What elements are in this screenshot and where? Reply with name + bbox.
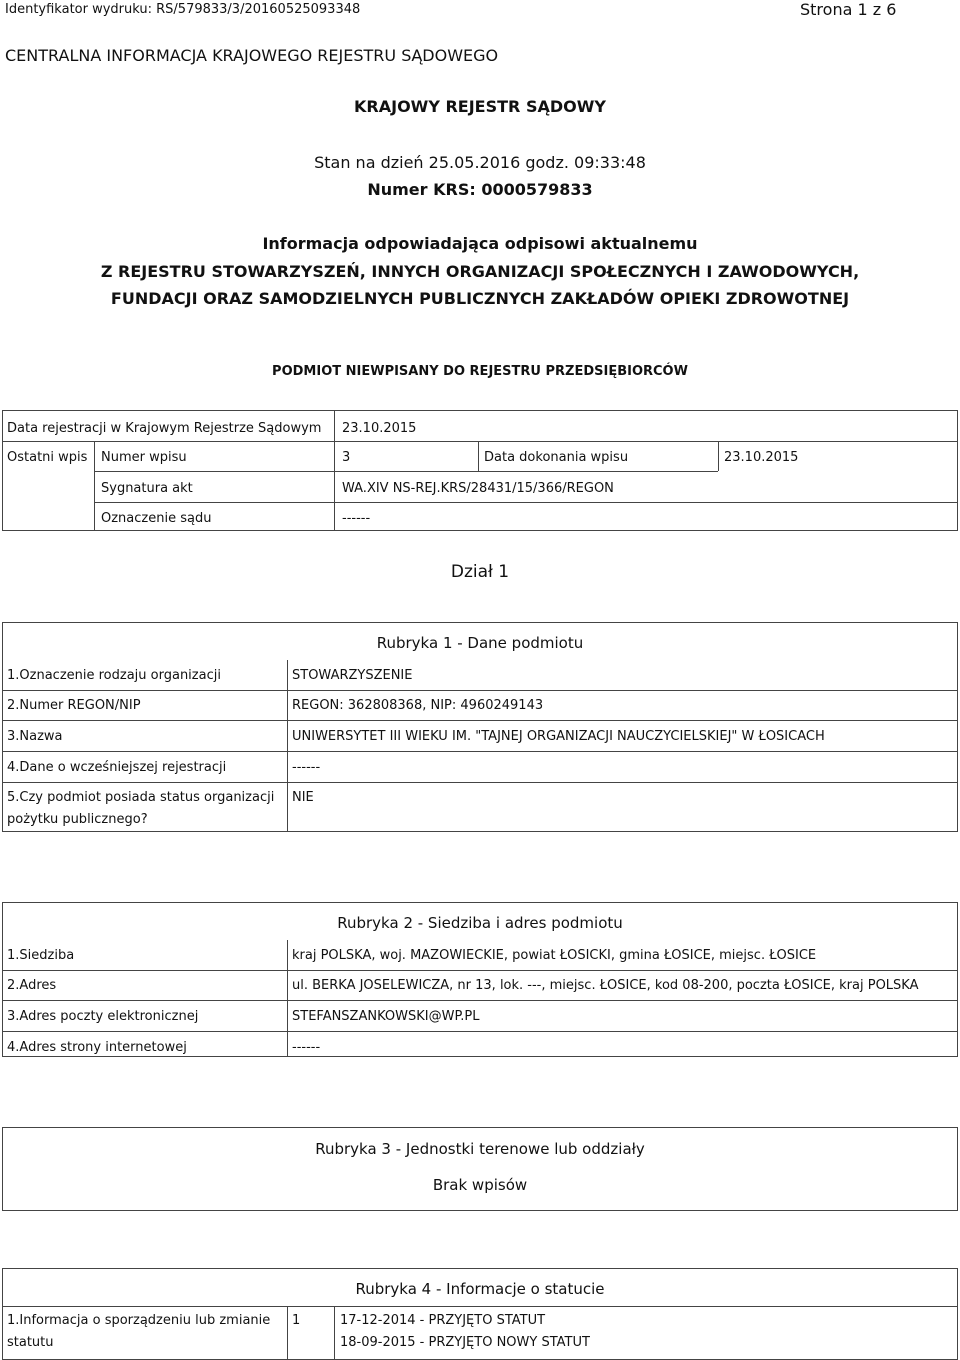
institution-name: CENTRALNA INFORMACJA KRAJOWEGO REJESTRU SĄDOWEGO: [5, 46, 499, 65]
rubryka-2-title: Rubryka 2 - Siedziba i adres podmiotu: [337, 914, 623, 932]
r2-row-3-value: STEFANSZANKOWSKI@WP.PL: [292, 1009, 480, 1024]
page-number: Strona 1 z 6: [800, 0, 897, 19]
r2-row-2-label: 2.Adres: [7, 978, 57, 993]
registration-date-value: 23.10.2015: [342, 421, 417, 436]
status-date: Stan na dzień 25.05.2016 godz. 09:33:48: [314, 153, 646, 172]
r1-row-5-label-line-2: pożytku publicznego?: [7, 812, 148, 827]
r1-row-1-label: 1.Oznaczenie rodzaju organizacji: [7, 668, 221, 683]
entity-note: PODMIOT NIEWPISANY DO REJESTRU PRZEDSIĘBIORCÓW: [272, 364, 688, 379]
info-line-1: Informacja odpowiadająca odpisowi aktualnemu: [262, 234, 698, 253]
registration-date-label: Data rejestracji w Krajowym Rejestrze Sądowym: [7, 421, 322, 436]
print-identifier: Identyfikator wydruku: RS/579833/3/20160525093348: [5, 2, 361, 17]
last-entry-label: Ostatni wpis: [7, 450, 88, 465]
r4-statute-entry-1: 17-12-2014 - PRZYJĘTO STATUT: [340, 1313, 546, 1328]
krs-number: Numer KRS: 0000579833: [367, 180, 593, 199]
r4-row-1-label-line-1: 1.Informacja o sporządzeniu lub zmianie: [7, 1313, 271, 1328]
rubryka-3-empty: Brak wpisów: [432, 1176, 528, 1194]
r1-row-4-label: 4.Dane o wcześniejszej rejestracji: [7, 760, 227, 775]
section-title: Dział 1: [450, 562, 510, 582]
signature-value: WA.XIV NS-REJ.KRS/28431/15/366/REGON: [342, 481, 614, 496]
r2-row-4-label: 4.Adres strony internetowej: [7, 1040, 187, 1055]
entry-number-label: Numer wpisu: [101, 450, 187, 465]
signature-label: Sygnatura akt: [101, 481, 193, 496]
rubryka-4-title: Rubryka 4 - Informacje o statucie: [355, 1280, 605, 1298]
r2-row-4-value: ------: [292, 1040, 321, 1055]
r1-row-2-label: 2.Numer REGON/NIP: [7, 698, 141, 713]
r2-row-2-value: ul. BERKA JOSELEWICZA, nr 13, lok. ---, miejsc. ŁOSICE, kod 08-200, poczta ŁOSICE, kraj POLSKA: [292, 978, 919, 993]
r2-row-1-value: kraj POLSKA, woj. MAZOWIECKIE, powiat ŁOSICKI, gmina ŁOSICE, miejsc. ŁOSICE: [292, 948, 817, 963]
rubryka-3-title: Rubryka 3 - Jednostki terenowe lub oddziały: [315, 1140, 645, 1158]
r4-row-1-label-line-2: statutu: [7, 1335, 54, 1350]
r1-row-3-value: UNIWERSYTET III WIEKU IM. "TAJNEJ ORGANIZACJI NAUCZYCIELSKIEJ" W ŁOSICACH: [292, 729, 825, 744]
court-value: ------: [342, 511, 371, 526]
r4-statute-entry-2: 18-09-2015 - PRZYJĘTO NOWY STATUT: [340, 1335, 590, 1350]
r1-row-1-value: STOWARZYSZENIE: [292, 668, 413, 683]
r2-row-3-label: 3.Adres poczty elektronicznej: [7, 1009, 199, 1024]
r1-row-5-value: NIE: [292, 790, 314, 805]
info-line-3: FUNDACJI ORAZ SAMODZIELNYCH PUBLICZNYCH ZAKŁADÓW OPIEKI ZDROWOTNEJ: [110, 289, 850, 308]
r1-row-2-value: REGON: 362808368, NIP: 4960249143: [292, 698, 544, 713]
info-line-2: Z REJESTRU STOWARZYSZEŃ, INNYCH ORGANIZACJI SPOŁECZNYCH I ZAWODOWYCH,: [100, 262, 860, 281]
rubryka-1-title: Rubryka 1 - Dane podmiotu: [376, 634, 584, 652]
entry-number-value: 3: [342, 450, 351, 465]
r1-row-4-value: ------: [292, 760, 321, 775]
r1-row-5-label-line-1: 5.Czy podmiot posiada status organizacji: [7, 790, 275, 805]
court-label: Oznaczenie sądu: [101, 511, 212, 526]
registry-title: KRAJOWY REJESTR SĄDOWY: [354, 97, 606, 116]
entry-date-label: Data dokonania wpisu: [484, 450, 629, 465]
r2-row-1-label: 1.Siedziba: [7, 948, 75, 963]
r1-row-3-label: 3.Nazwa: [7, 729, 63, 744]
entry-date-value: 23.10.2015: [724, 450, 799, 465]
r4-row-1-index: 1: [292, 1313, 301, 1328]
